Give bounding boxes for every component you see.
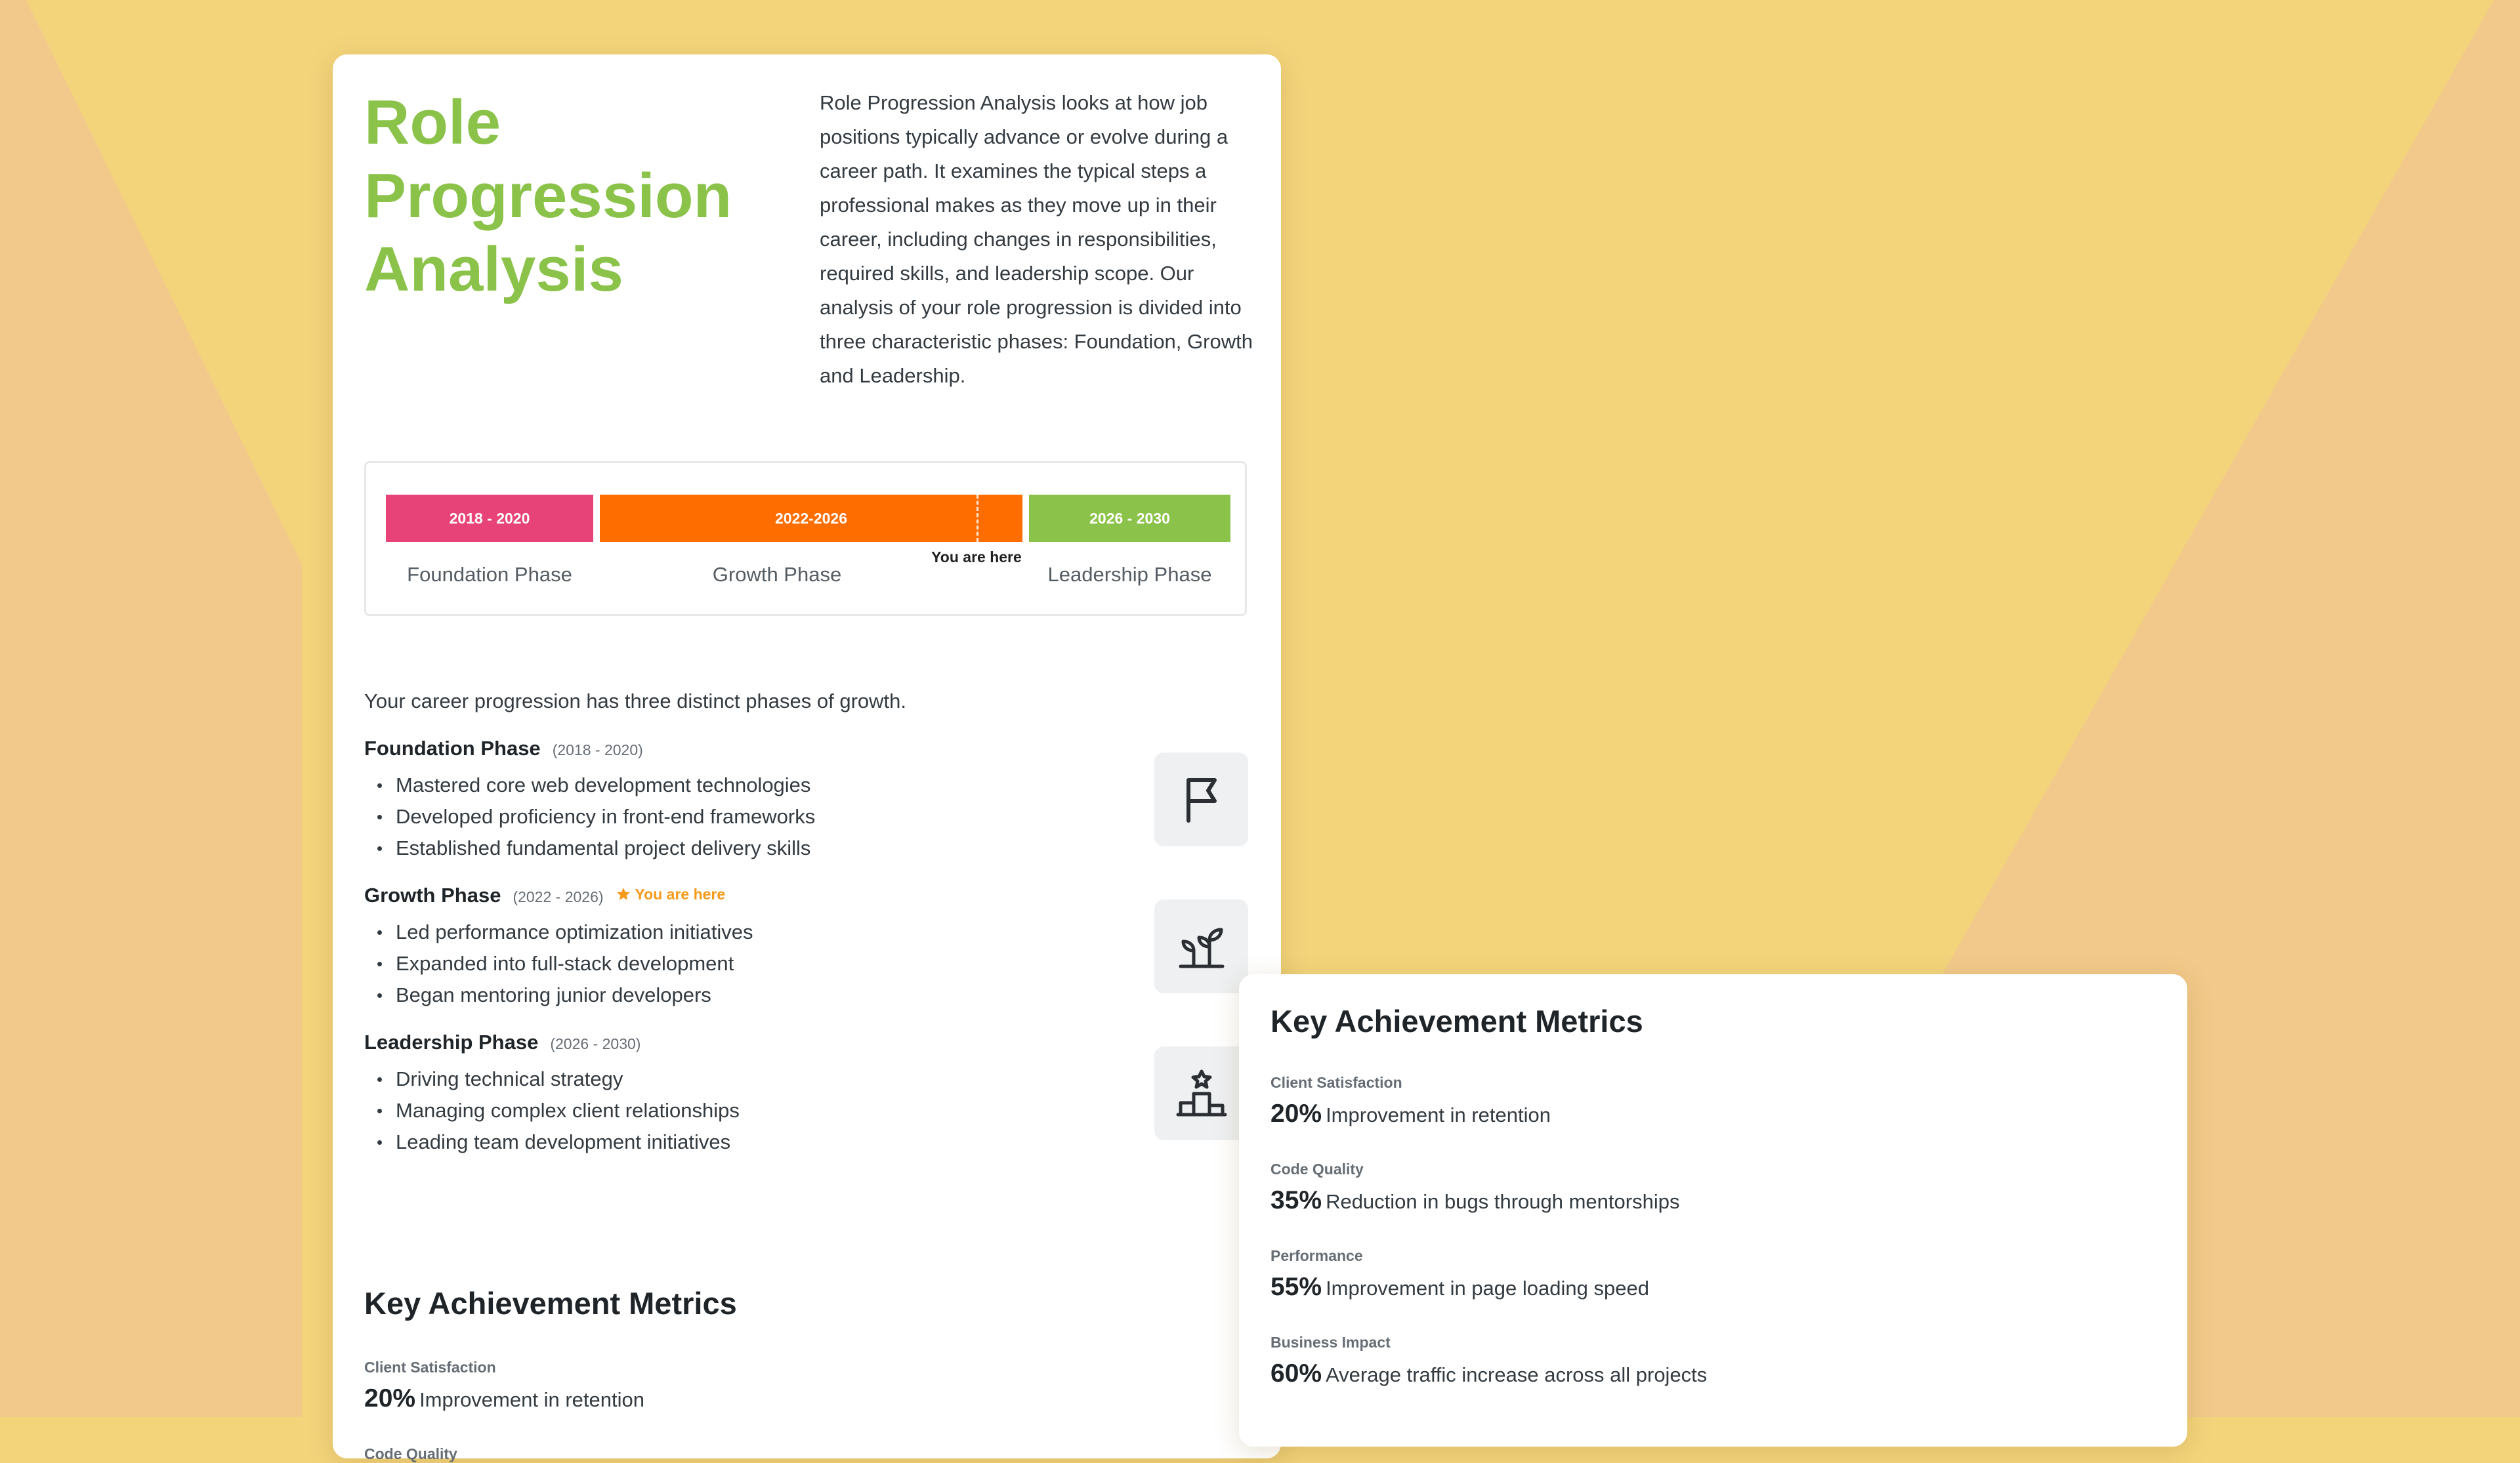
phase-growth: [364, 884, 1152, 1011]
metrics-title: Key Achievement Metrics: [364, 1286, 737, 1321]
metric-code-quality: [364, 1445, 457, 1463]
report-card: [333, 54, 1281, 1462]
list-item: Began mentoring junior developers: [364, 979, 1152, 1011]
phase-name: Growth Phase: [364, 884, 501, 907]
list-item: Mastered core web development technologies: [364, 770, 1152, 801]
flag-icon: [1175, 773, 1228, 826]
title-line: Progression: [364, 161, 732, 231]
metric-value: 55%: [1270, 1273, 1322, 1301]
metric-value: 20%: [364, 1384, 416, 1412]
title-line: Analysis: [364, 234, 623, 304]
phase-bullets: [364, 917, 1152, 1011]
phase-name: Leadership Phase: [364, 1031, 539, 1054]
current-phase-label: You are here: [635, 885, 726, 903]
intro-paragraph: Role Progression Analysis looks at how job positions typically advance or evolve during a career path. It examines the typical steps a professional makes as they move up in their career, including changes in responsibilities, required skills, and leadership scope. Our analysis of your role progression is divided into three characteristic phases: Foundation, Growth and Leadership.: [820, 91, 1253, 387]
metric-label: Code Quality: [1270, 1161, 1364, 1178]
metric-label: Code Quality: [364, 1445, 457, 1462]
timeline-segment-foundation: 2018 - 2020: [386, 495, 593, 542]
metric-code-quality: [1270, 1161, 1679, 1215]
timeline-segment-leadership: 2026 - 2030: [1029, 495, 1230, 542]
sprout-icon-tile: [1154, 899, 1248, 993]
phase-bullets: [364, 1063, 1152, 1158]
phase-foundation: [364, 737, 1152, 864]
timeline-label-growth: Growth Phase: [712, 563, 842, 586]
current-position-marker: [976, 495, 978, 542]
list-item: Driving technical strategy: [364, 1063, 1152, 1095]
metric-label: Client Satisfaction: [1270, 1074, 1402, 1091]
timeline-label-leadership: Leadership Phase: [1047, 563, 1212, 586]
metric-text: Average traffic increase across all projects: [1326, 1363, 1708, 1386]
phase-name: Foundation Phase: [364, 737, 541, 760]
phase-range: (2026 - 2030): [550, 1035, 641, 1052]
metrics-overlay-card: [1239, 974, 2187, 1447]
current-phase-badge: [616, 886, 726, 903]
list-item: Expanded into full-stack development: [364, 948, 1152, 979]
sprout-icon: [1175, 920, 1228, 973]
star-icon: [616, 886, 631, 902]
list-item: Led performance optimization initiatives: [364, 917, 1152, 948]
current-position-label: You are here: [931, 548, 1022, 566]
metric-value: 35%: [1270, 1186, 1322, 1214]
list-item: Leading team development initiatives: [364, 1126, 1152, 1158]
metric-performance: [1270, 1247, 1649, 1302]
metric-text: Improvement in page loading speed: [1326, 1277, 1649, 1300]
podium-star-icon: [1175, 1067, 1228, 1120]
list-item: Established fundamental project delivery skills: [364, 833, 1152, 864]
phase-range: (2018 - 2020): [552, 741, 643, 758]
phase-bullets: [364, 770, 1152, 864]
podium-star-icon-tile: [1154, 1046, 1248, 1140]
metric-label: Client Satisfaction: [364, 1359, 496, 1376]
metrics-title: Key Achievement Metrics: [1270, 1004, 1643, 1039]
metric-label: Performance: [1270, 1247, 1363, 1264]
phase-range: (2022 - 2026): [513, 888, 604, 905]
flag-icon-tile: [1154, 752, 1248, 846]
metric-value: 60%: [1270, 1359, 1322, 1388]
phases-summary: Your career progression has three distinct phases of growth.: [364, 690, 906, 712]
metric-label: Business Impact: [1270, 1334, 1391, 1351]
metric-text: Improvement in retention: [419, 1388, 644, 1411]
background-shape-left: [0, 0, 315, 1417]
metric-text: Reduction in bugs through mentorships: [1326, 1190, 1680, 1213]
metric-business-impact: [1270, 1334, 1707, 1388]
metric-client-satisfaction: [1270, 1074, 1551, 1128]
phase-leadership: [364, 1031, 1152, 1158]
metric-value: 20%: [1270, 1100, 1322, 1128]
metric-client-satisfaction: [364, 1359, 644, 1413]
phase-timeline: [364, 461, 1247, 616]
list-item: Developed proficiency in front-end frameworks: [364, 801, 1152, 833]
list-item: Managing complex client relationships: [364, 1095, 1152, 1126]
timeline-segment-growth: 2022-2026: [600, 495, 1022, 542]
metric-text: Improvement in retention: [1326, 1103, 1551, 1126]
title-line: Role: [364, 87, 501, 157]
page-title: [364, 86, 758, 306]
timeline-label-foundation: Foundation Phase: [407, 563, 572, 586]
